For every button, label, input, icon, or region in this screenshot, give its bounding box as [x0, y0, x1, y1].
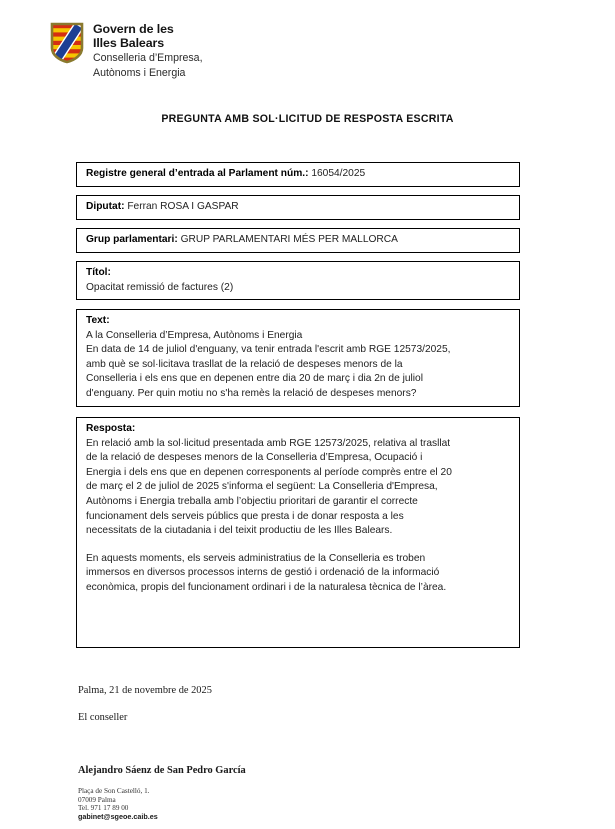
text-line: amb què se sol·licitava trasllat de la relació de despeses menors de la: [86, 358, 403, 370]
diputat-label: Diputat:: [86, 201, 125, 212]
address-street: Plaça de Son Castelló, 1.: [78, 787, 150, 795]
field-box-registre: [76, 162, 520, 187]
titol-label: Títol:: [86, 267, 111, 278]
diputat-value: Ferran ROSA I GASPAR: [127, 201, 239, 212]
field-box-resposta: [76, 417, 520, 648]
grup-label: Grup parlamentari:: [86, 234, 178, 245]
dept-line-1: Conselleria d’Empresa,: [93, 52, 203, 65]
paragraph-spacer: [86, 539, 511, 552]
signature-role: El conseller: [78, 712, 128, 723]
resposta-line: immersos en diversos processos interns de gestió i ordenació de la informació: [86, 567, 440, 579]
resposta-line: de març el 2 de juliol de 2025 s'informa el següent: La Conselleria d'Empresa,: [86, 481, 438, 493]
registre-value: 16054/2025: [311, 168, 366, 179]
gov-line-1: Govern de les: [93, 22, 174, 36]
gov-line-2: Illes Balears: [93, 35, 165, 50]
resposta-line: necessitats de la ciutadania i del teixit productiu de les Illes Balears.: [86, 525, 393, 537]
field-box-text: [76, 309, 520, 407]
text-line: d'enguany. Per quin motiu no s'ha remès la relació de despeses menors?: [86, 387, 417, 399]
text-label: Text:: [86, 315, 110, 326]
field-box-grup-parlamentari: [76, 228, 520, 253]
text-line: En data de 14 de juliol d'enguany, va tenir entrada l'escrit amb RGE 12573/2025,: [86, 344, 451, 356]
titol-value: Opacitat remissió de factures (2): [86, 281, 234, 293]
resposta-line: Autònoms i Energia treballa amb l’objectiu prioritari de garantir el correcte: [86, 495, 418, 507]
signature-name: Alejandro Sáenz de San Pedro García: [78, 765, 246, 776]
resposta-line: funcionament dels serveis públics que presta i de donar resposta a les: [86, 510, 404, 522]
resposta-line: de la relació de despeses menors de la Conselleria d’Empresa, Ocupació i: [86, 452, 423, 464]
footer-address-block: [78, 787, 158, 821]
resposta-line: econòmica, propis del funcionament ordinari i de la naturalesa tècnica de l’àrea.: [86, 581, 447, 593]
text-line: Conselleria i els ens que en depenen entre dia 20 de març i dia 2n de juliol: [86, 373, 423, 385]
address-phone: Tel. 971 17 89 00: [78, 804, 129, 813]
registre-label: Registre general d’entrada al Parlament núm.:: [86, 168, 309, 179]
resposta-label: Resposta:: [86, 423, 136, 434]
letterhead-text: [93, 22, 203, 79]
page-title: PREGUNTA AMB SOL·LICITUD DE RESPOSTA ESCRITA: [161, 113, 454, 125]
grup-value: GRUP PARLAMENTARI MÉS PER MALLORCA: [180, 234, 398, 245]
text-line: A la Conselleria d’Empresa, Autònoms i Energia: [86, 329, 303, 341]
resposta-line: En aquests moments, els serveis administratius de la Conselleria es troben: [86, 552, 426, 564]
signature-place-date: Palma, 21 de novembre de 2025: [78, 685, 212, 696]
resposta-line: En relació amb la sol·licitud presentada amb RGE 12573/2025, relativa al trasllat: [86, 437, 451, 449]
field-box-diputat: [76, 195, 520, 220]
address-city: 07009 Palma: [78, 795, 116, 804]
balearic-shield-crest-icon: [50, 22, 84, 64]
address-email: gabinet@sgeoe.caib.es: [78, 811, 158, 821]
dept-line-2: Autònoms i Energia: [93, 66, 186, 79]
field-box-titol: [76, 261, 520, 300]
letterhead: [50, 22, 203, 79]
resposta-line: Energia i dels ens que en depenen corresponents al període comprès entre el 20: [86, 466, 452, 478]
